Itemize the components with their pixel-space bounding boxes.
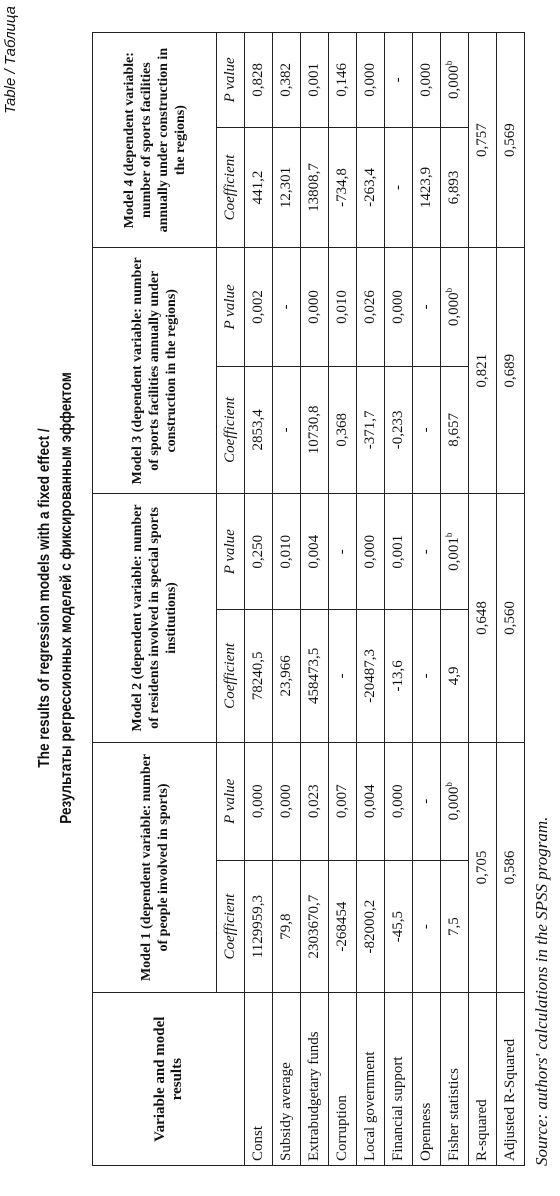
cell: 0,146 (329, 33, 357, 128)
cell: 0,757 (469, 33, 497, 248)
cell: 0,648 (469, 494, 497, 742)
coefficient-header: Coefficient (217, 610, 245, 742)
cell: 0,000 (273, 742, 301, 860)
row-label: Fisher statistics (441, 993, 469, 1166)
cell: 8,657 (441, 366, 469, 494)
cell: 0,001 (385, 494, 413, 610)
footnote-mark: b (444, 532, 454, 538)
cell: -20487,3 (357, 610, 385, 742)
cell (441, 494, 469, 610)
cell: 0,000 (385, 248, 413, 366)
cell: 0,002 (245, 248, 273, 366)
source-note: Source: authors' calculations in the SPSS program. (532, 816, 551, 1166)
cell: -82000,2 (357, 860, 385, 992)
p-value-header: P value (217, 494, 245, 610)
cell: -0,233 (385, 366, 413, 494)
coefficient-header: Coefficient (217, 366, 245, 494)
row-label: Corruption (329, 993, 357, 1166)
table-row (273, 33, 301, 1166)
cell: -13,6 (385, 610, 413, 742)
cell: 458473,5 (301, 610, 329, 742)
cell: 2303670,7 (301, 860, 329, 992)
table-row (301, 33, 329, 1166)
p-value-header: P value (217, 742, 245, 860)
cell: 0,000 (385, 742, 413, 860)
coefficient-header: Coefficient (217, 127, 245, 248)
cell: -263,4 (357, 127, 385, 248)
cell: 0,250 (245, 494, 273, 610)
cell: - (413, 742, 441, 860)
cell: 0,010 (273, 494, 301, 610)
cell: 0,000 (413, 33, 441, 128)
row-label: Financial support (385, 993, 413, 1166)
row-label: Openness (413, 993, 441, 1166)
cell: 0,689 (497, 248, 525, 494)
p-value-header: P value (217, 248, 245, 366)
cell: 0,023 (301, 742, 329, 860)
cell: 0,560 (497, 494, 525, 742)
cell: 0,007 (329, 742, 357, 860)
cell: -371,7 (357, 366, 385, 494)
table-row (385, 33, 413, 1166)
cell: 0,000 (357, 494, 385, 610)
cell: 0,586 (497, 742, 525, 993)
cell: 441,2 (245, 127, 273, 248)
cell: 23,966 (273, 610, 301, 742)
cell: 0,000 (357, 33, 385, 128)
cell: - (413, 366, 441, 494)
table-row (497, 33, 525, 1166)
footnote-mark: b (444, 287, 454, 293)
cell: 0,026 (357, 248, 385, 366)
cell-value: 0,001 (446, 537, 462, 571)
cell: 0,000 (301, 248, 329, 366)
row-label: R-squared (469, 993, 497, 1166)
table-label: Table / Таблица (2, 6, 19, 114)
cell: - (329, 494, 357, 610)
variable-header: Variable and model results (93, 993, 245, 1166)
cell: 4,9 (441, 610, 469, 742)
cell: 6,893 (441, 127, 469, 248)
cell: 0,705 (469, 742, 497, 993)
cell: 13808,7 (301, 127, 329, 248)
cell: - (413, 860, 441, 992)
coefficient-header: Coefficient (217, 860, 245, 992)
cell: 0,569 (497, 33, 525, 248)
table-row (245, 33, 273, 1166)
model4-header: Model 4 (dependent variable: number of sports facilities annually under construction in the regions) (93, 33, 217, 248)
row-label: Const (245, 993, 273, 1166)
cell (441, 248, 469, 366)
cell (441, 742, 469, 860)
cell-value: 0,000 (446, 65, 462, 99)
model3-header: Model 3 (dependent variable: number of sports facilities annually under construction in the regions) (93, 248, 217, 494)
table-title-russian: Результаты регрессионных моделей с фиксированным эффектом (58, 372, 75, 824)
cell: 0,828 (245, 33, 273, 128)
cell: 12,301 (273, 127, 301, 248)
footnote-mark: b (444, 60, 454, 66)
table-row (413, 33, 441, 1166)
cell: 0,382 (273, 33, 301, 128)
cell: -45,5 (385, 860, 413, 992)
model1-header: Model 1 (dependent variable: number of people involved in sports) (93, 742, 217, 993)
cell-value: 0,000 (446, 292, 462, 327)
cell: 10730,8 (301, 366, 329, 494)
cell: 79,8 (273, 860, 301, 992)
model2-header: Model 2 (dependent variable: number of residents involved in special sports institutions) (93, 494, 217, 742)
table-row (441, 33, 469, 1166)
cell: - (413, 248, 441, 366)
cell: 1423,9 (413, 127, 441, 248)
row-label: Subsidy average (273, 993, 301, 1166)
cell: 78240,5 (245, 610, 273, 742)
row-label: Local government (357, 993, 385, 1166)
cell-value: 0,000 (446, 786, 462, 821)
p-value-header: P value (217, 33, 245, 128)
table-title-english: The results of regression models with a fixed effect / (36, 428, 53, 768)
table-row (469, 33, 497, 1166)
cell: 0,004 (357, 742, 385, 860)
cell: - (329, 610, 357, 742)
cell: - (273, 248, 301, 366)
regression-results-table (92, 32, 525, 1166)
cell (441, 33, 469, 128)
cell: 0,001 (301, 33, 329, 128)
cell: - (413, 610, 441, 742)
cell: 0,010 (329, 248, 357, 366)
cell: - (413, 494, 441, 610)
cell: 2853,4 (245, 366, 273, 494)
cell: 0,368 (329, 366, 357, 494)
footnote-mark: b (444, 782, 454, 787)
table-row (357, 33, 385, 1166)
row-label: Extrabudgetary funds (301, 993, 329, 1166)
cell: 1129959,3 (245, 860, 273, 992)
cell: 0,004 (301, 494, 329, 610)
cell: -268454 (329, 860, 357, 992)
row-label: Adjusted R-Squared (497, 993, 525, 1166)
table-row (329, 33, 357, 1166)
cell: - (385, 33, 413, 128)
cell: 0,000 (245, 742, 273, 860)
cell: - (273, 366, 301, 494)
cell: -734,8 (329, 127, 357, 248)
cell: 7,5 (441, 860, 469, 992)
cell: 0,821 (469, 248, 497, 494)
cell: - (385, 127, 413, 248)
